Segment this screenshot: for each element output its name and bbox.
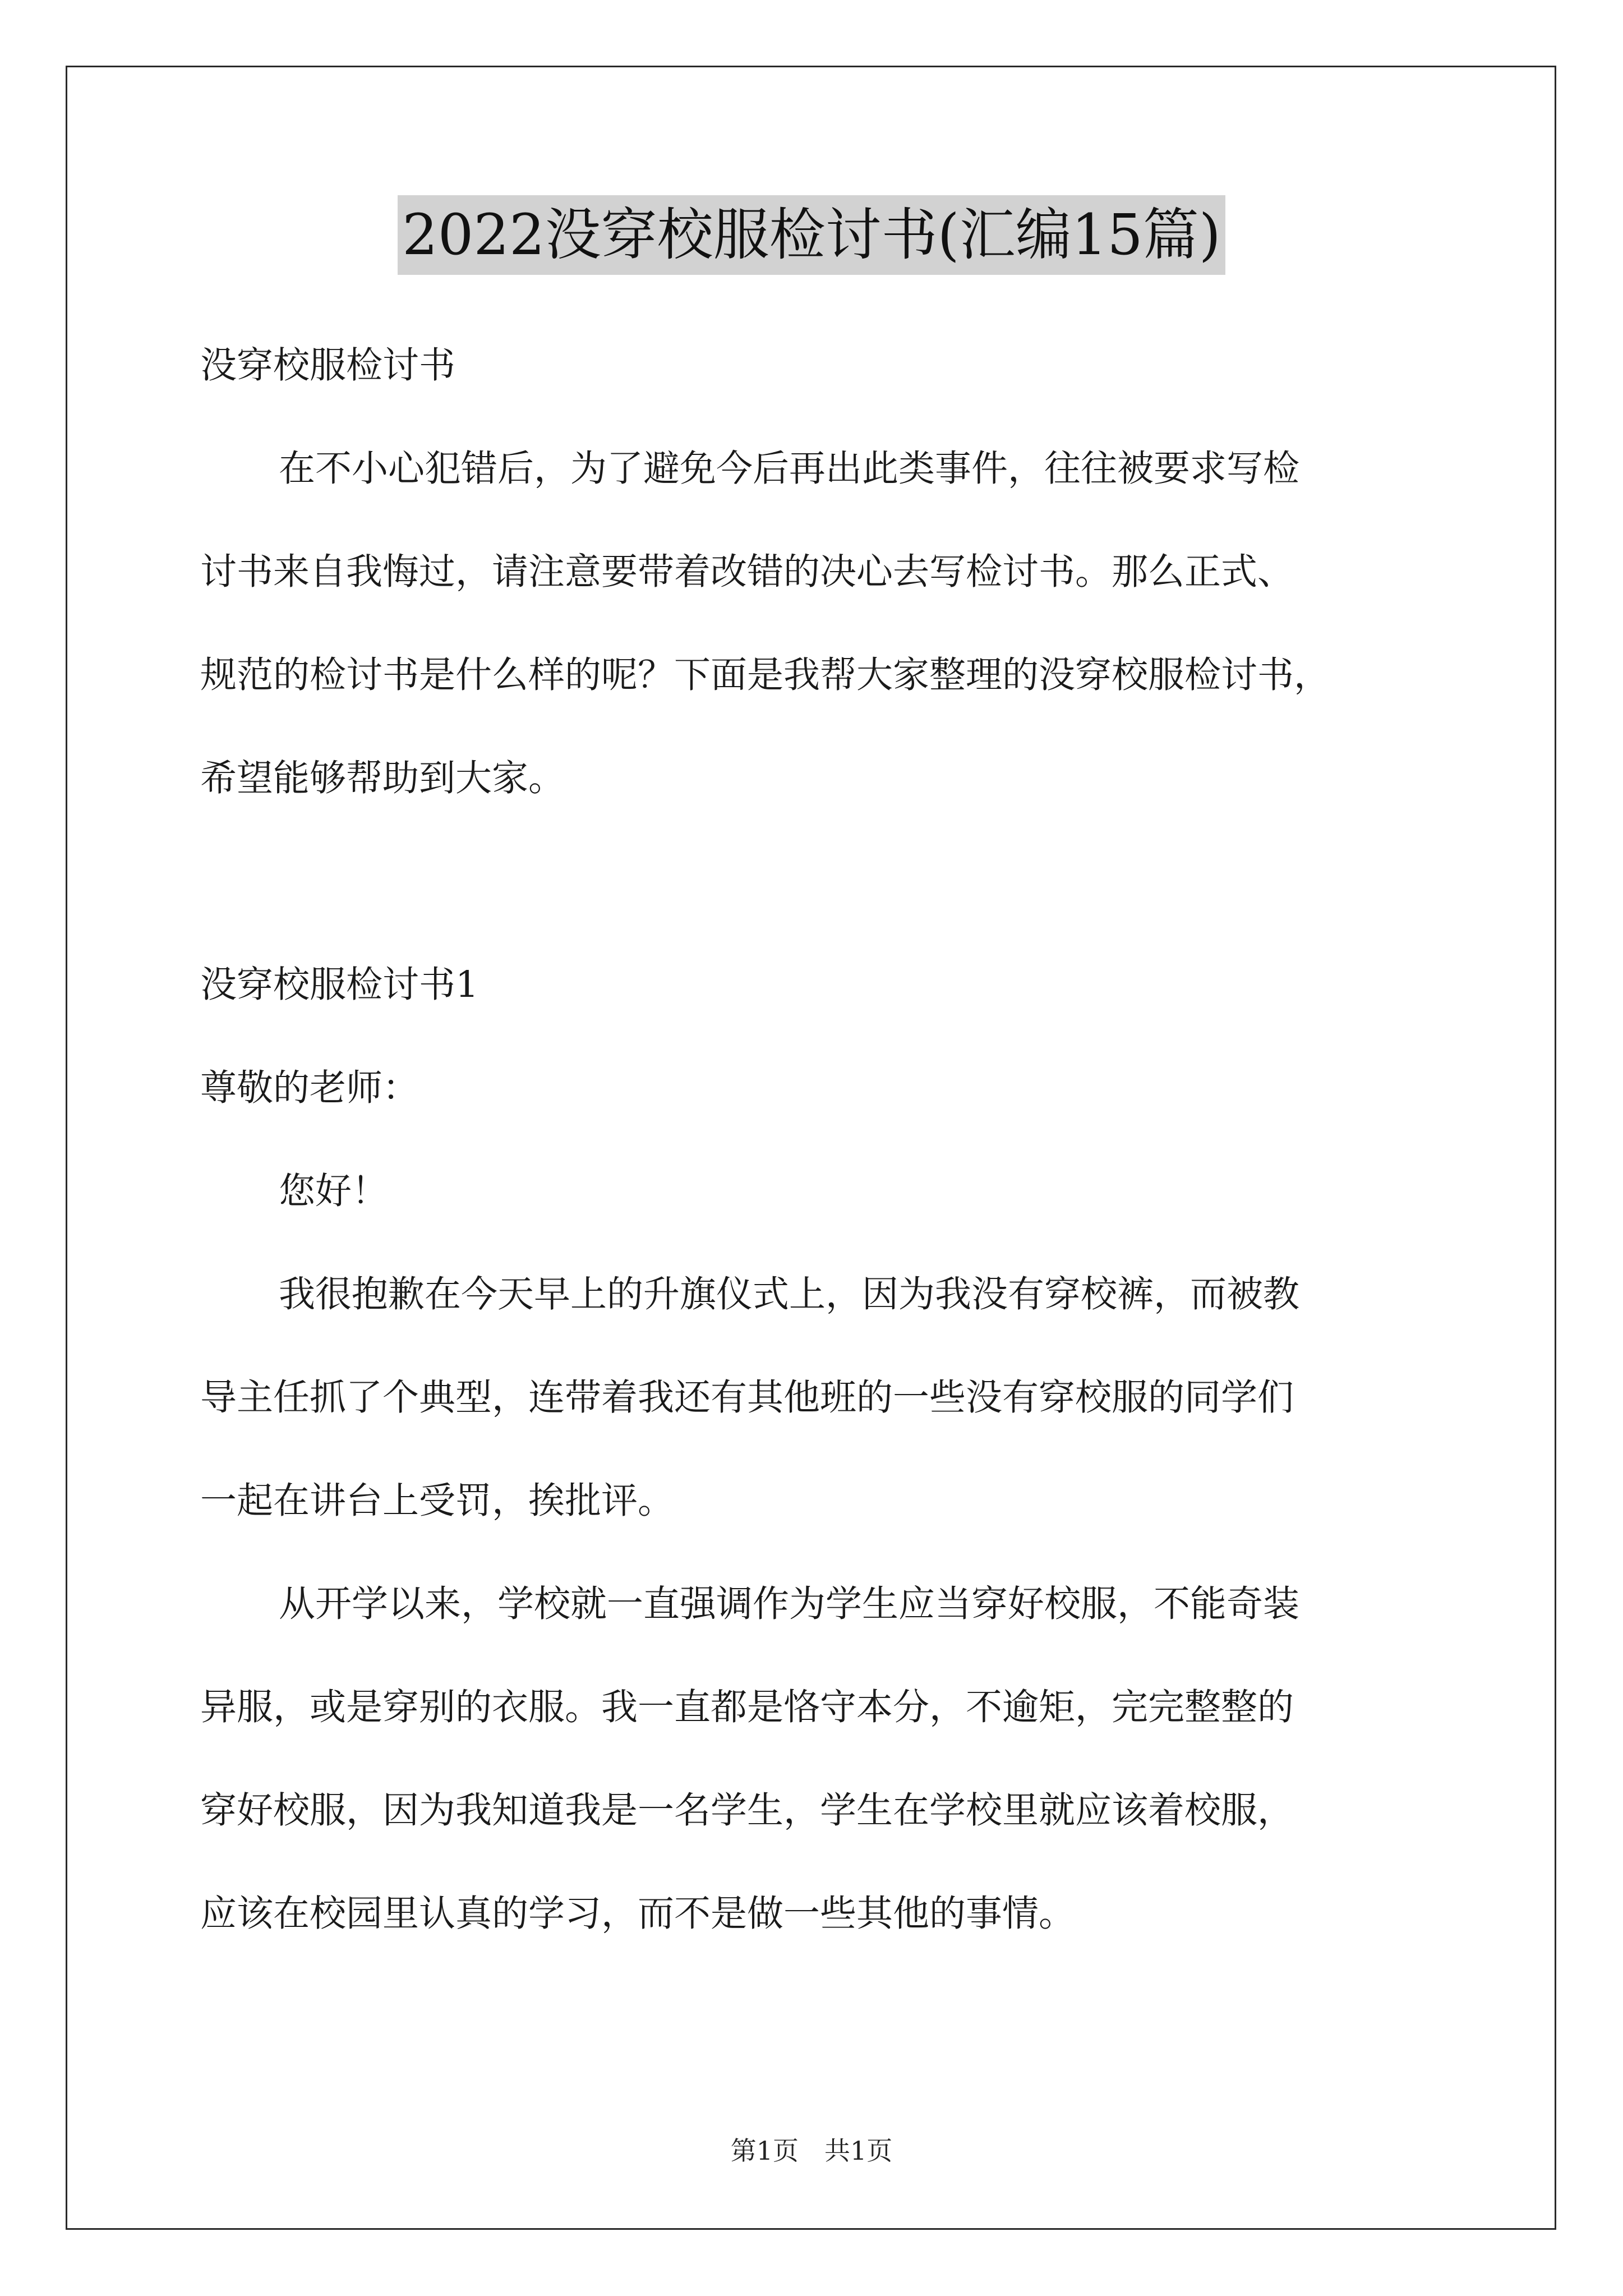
paragraph-line: 我很抱歉在今天早上的升旗仪式上，因为我没有穿校裤，而被教 [279, 1273, 1300, 1315]
paragraph-line: 异服，或是穿别的衣服。我一直都是恪守本分，不逾矩，完完整整的 [200, 1686, 1294, 1728]
body-paragraph-1 [200, 1243, 1434, 1553]
greeting: 您好！ [279, 1170, 389, 1212]
section-heading: 没穿校服检讨书1 [200, 964, 479, 1006]
intro-line: 希望能够帮助到大家。 [200, 757, 565, 799]
paragraph-line: 穿好校服，因为我知道我是一名学生，学生在学校里就应该着校服， [200, 1789, 1294, 1832]
paragraph-line: 从开学以来，学校就一直强调作为学生应当穿好校服，不能奇装 [279, 1583, 1300, 1625]
section-heading-block [200, 933, 1434, 1243]
heading-main-block [200, 314, 1434, 417]
salutation: 尊敬的老师： [200, 1067, 419, 1109]
paragraph-line: 一起在讲台上受罚，挨批评。 [200, 1480, 675, 1522]
heading-main: 没穿校服检讨书 [200, 344, 456, 386]
document-title: 2022没穿校服检讨书(汇编15篇) [398, 195, 1225, 275]
intro-line: 在不小心犯错后，为了避免今后再出此类事件，往往被要求写检 [279, 448, 1300, 490]
title-container [0, 195, 1623, 275]
intro-line: 规范的检讨书是什么样的呢？下面是我帮大家整理的没穿校服检讨书， [200, 654, 1331, 696]
blank-line [200, 830, 1434, 933]
document-body [200, 314, 1434, 1966]
intro-paragraph [200, 417, 1434, 830]
paragraph-line: 导主任抓了个典型，连带着我还有其他班的一些没有穿校服的同学们 [200, 1377, 1294, 1419]
body-paragraph-2 [200, 1553, 1434, 1966]
intro-line: 讨书来自我悔过，请注意要带着改错的决心去写检讨书。那么正式、 [200, 551, 1294, 593]
page-footer: 第1页 共1页 [730, 2136, 893, 2166]
paragraph-line: 应该在校园里认真的学习，而不是做一些其他的事情。 [200, 1893, 1076, 1935]
